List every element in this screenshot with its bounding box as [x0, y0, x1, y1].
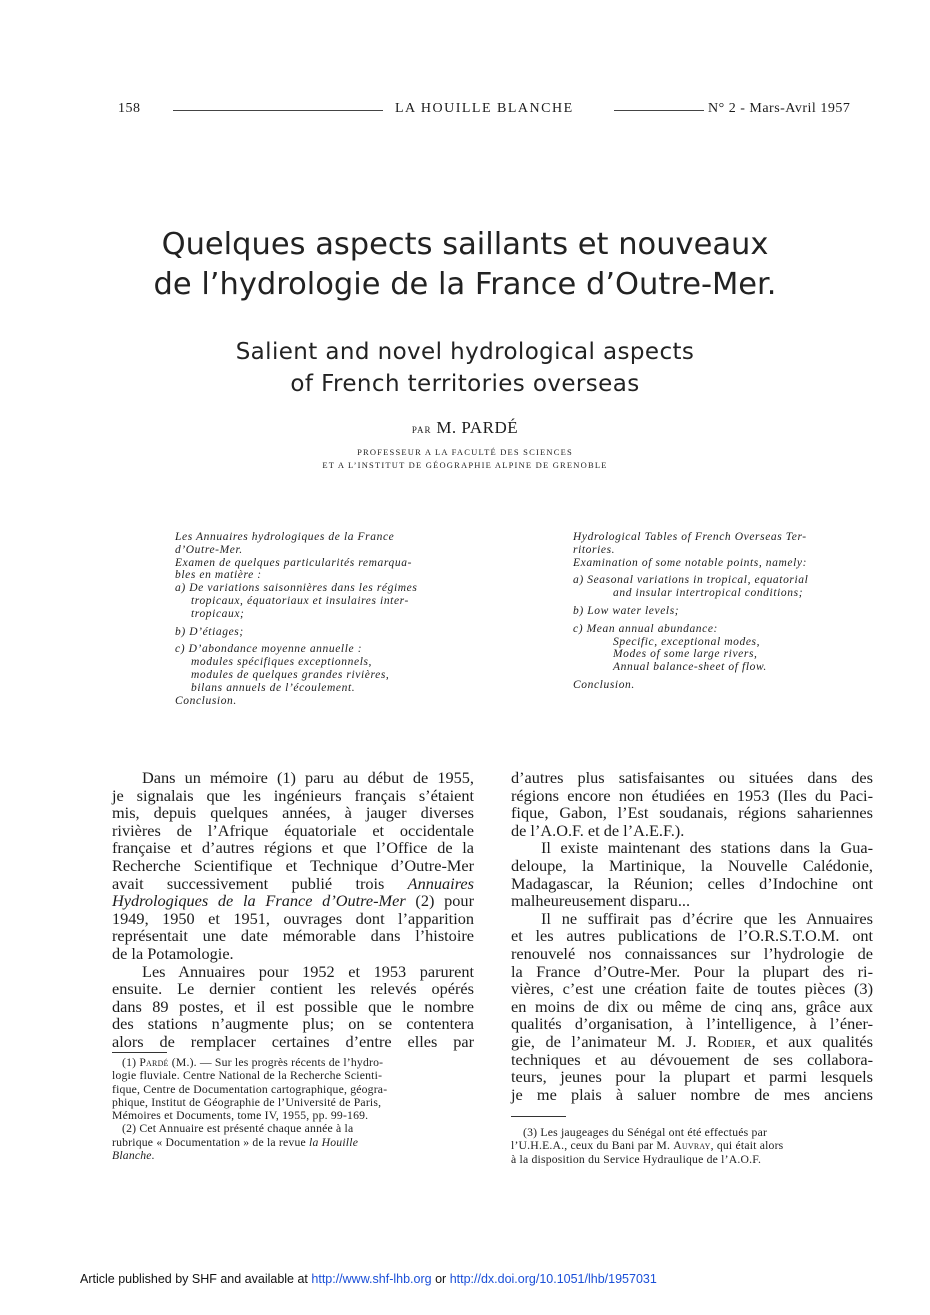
summary-fr-item-a-3: tropicaux;	[191, 607, 245, 620]
summary-fr-intro-4: bles en matière :	[175, 569, 262, 582]
page-number: 158	[118, 101, 141, 116]
body-right-line: la France d’Outre-Mer. Pour la plupart des ri-	[511, 961, 873, 981]
body-left-line: Recherche Scientifique et Technique d’Outre-Mer	[112, 855, 474, 875]
title-english-line-2: of French territories overseas	[290, 371, 640, 397]
body-right-line: je me plais à saluer nombre de mes anciens	[511, 1084, 873, 1104]
body-right-line: Il existe maintenant des stations dans la Gua-	[541, 838, 873, 858]
summary-en-item-c-1: c) Mean annual abundance:	[573, 622, 718, 635]
summary-en-item-b: b) Low water levels;	[573, 604, 680, 617]
header-rule-right	[614, 110, 704, 111]
body-right-line: et les autres publications de l’O.R.S.T.O.M. ont	[511, 926, 873, 946]
body-left-italic: Annuaires	[407, 873, 474, 893]
footnote-1-line: Mémoires et Documents, tome IV, 1955, pp. 99-169.	[112, 1109, 369, 1123]
affiliation	[0, 446, 930, 472]
summary-french	[175, 531, 480, 707]
summary-fr-intro-1: Les Annuaires hydrologiques de la France	[175, 531, 395, 543]
summary-en-conclusion: Conclusion.	[573, 678, 635, 691]
byline	[0, 418, 930, 438]
header-rule-left	[173, 110, 383, 111]
footnote-3-name: Auvray	[673, 1139, 711, 1153]
footnote-3-line: (3) Les jaugeages du Sénégal ont été effectués par	[523, 1126, 768, 1139]
body-left-line: dans 89 postes, et il est possible que le nombre	[112, 996, 474, 1016]
body-column-right	[511, 769, 873, 1103]
body-left-line: française et d’autres régions et que l’Office de la	[112, 838, 474, 858]
footer-text: Article published by SHF and available at	[80, 1272, 308, 1286]
summary-fr-intro-2: d’Outre-Mer.	[175, 543, 243, 556]
summary-fr-item-a-2: tropicaux, équatoriaux et insulaires inter-	[191, 594, 409, 607]
affiliation-line-2: ET A L’INSTITUT DE GÉOGRAPHIE ALPINE DE GRENOBLE	[322, 460, 608, 470]
summary-en-item-c-3: Modes of some large rivers,	[613, 648, 758, 661]
footnote-rule-right	[511, 1116, 566, 1117]
body-right-text: , et aux qualités	[751, 1031, 873, 1051]
footnote-1-line: fique, Centre de Documentation cartographique, géogra-	[112, 1082, 388, 1096]
person-name-rodier: Rodier	[706, 1031, 752, 1051]
footnote-1-line: logie fluviale. Centre National de la Recherche Scienti-	[112, 1069, 383, 1083]
body-right-line	[511, 1033, 873, 1051]
summary-en-intro-2: ritories.	[573, 543, 616, 556]
body-left-line: des stations n’augmente plus; on se contentera	[112, 1014, 474, 1034]
summary-en-item-c-2: Specific, exceptional modes,	[613, 635, 761, 648]
footnote-3-text: , qui était alors	[710, 1139, 784, 1153]
summary-en-item-a-2: and insular intertropical conditions;	[613, 587, 804, 600]
byline-par: par	[411, 421, 432, 436]
footnote-1-line	[112, 1056, 474, 1069]
footnote-rule-left	[112, 1052, 167, 1053]
summary-fr-item-c-2: modules spécifiques exceptionnels,	[191, 656, 373, 669]
body-left-line	[112, 875, 474, 893]
title-english-line-1: Salient and novel hydrological aspects	[235, 339, 695, 365]
footnote-2-text: rubrique « Documentation » de la revue	[112, 1135, 306, 1149]
body-column-left	[112, 769, 474, 1051]
body-right-line: teurs, jeunes pour la plupart et parmi lesquels	[511, 1067, 873, 1087]
footnote-1-text: (M.). — Sur les progrès récents de l’hydro-	[171, 1056, 384, 1069]
body-left-line: rivières de l’Afrique équatoriale et occidentale	[112, 820, 474, 840]
summary-fr-item-c-4: bilans annuels de l’écoulement.	[191, 681, 356, 694]
summary-english	[573, 531, 878, 692]
body-left-line: Dans un mémoire (1) paru au début de 1955,	[142, 768, 474, 787]
summary-fr-intro-3: Examen de quelques particularités remarqua-	[175, 556, 413, 569]
footnotes-left	[112, 1056, 474, 1162]
title-french-line-1: Quelques aspects saillants et nouveaux	[161, 227, 769, 262]
footnote-2-italic-end: Blanche.	[112, 1149, 155, 1163]
body-left-text: avait successivement publié trois	[112, 873, 385, 893]
summary-fr-item-c-3: modules de quelques grandes rivières,	[191, 668, 390, 681]
journal-title: LA HOUILLE BLANCHE	[395, 101, 574, 116]
body-left-line: 1949, 1950 et 1951, ouvrages dont l’apparition	[112, 908, 474, 928]
author-name: M. PARDÉ	[436, 418, 519, 437]
summary-en-intro-3: Examination of some notable points, namely:	[573, 556, 808, 569]
body-left-line: alors de remplacer certaines d’entre elles par	[112, 1031, 474, 1051]
summary-fr-item-b: b) D’étiages;	[175, 625, 244, 638]
body-left-italic: Hydrologiques de la France d’Outre-Mer	[112, 891, 406, 911]
body-right-line: techniques et au dévouement de ses collabora-	[511, 1049, 873, 1069]
footnote-2-line	[112, 1149, 474, 1162]
body-left-line	[112, 892, 474, 910]
footnote-1-number: (1)	[122, 1056, 137, 1069]
footnote-3-text: l’U.H.E.A., ceux du Bani par M.	[511, 1139, 671, 1153]
footer-or: or	[435, 1272, 447, 1286]
footnote-2-line	[112, 1136, 474, 1149]
footnote-2-line: (2) Cet Annuaire est présenté chaque année à la	[122, 1122, 354, 1136]
footnote-3-line	[511, 1139, 876, 1152]
footnote-2-italic: la Houille	[309, 1135, 359, 1149]
body-left-line: je signalais que les ingénieurs français s’étaient	[112, 785, 474, 805]
title-english	[0, 336, 930, 400]
title-french	[0, 225, 930, 305]
body-left-line: représentait une date mémorable dans l’histoire	[112, 926, 474, 946]
body-left-line: mis, depuis quelques années, à jauger diverses	[112, 803, 474, 823]
affiliation-line-1: PROFESSEUR A LA FACULTÉ DES SCIENCES	[357, 447, 573, 457]
body-right-line: en moins de dix ou même de cinq ans, grâce aux	[511, 996, 873, 1016]
body-right-line: d’autres plus satisfaisantes ou situées dans des	[511, 768, 873, 787]
shf-link[interactable]: http://www.shf-lhb.org	[311, 1272, 432, 1286]
body-left-line: Les Annuaires pour 1952 et 1953 parurent	[142, 961, 474, 981]
footnote-right	[511, 1126, 876, 1166]
summary-fr-item-c-1: c) D’abondance moyenne annuelle :	[175, 643, 363, 656]
issue-info: N° 2 - Mars-Avril 1957	[708, 101, 851, 116]
body-right-line: qualités d’organisation, à l’intelligence, à l’éner-	[511, 1014, 873, 1034]
body-right-line: malheureusement disparu...	[511, 891, 691, 911]
doi-link[interactable]: http://dx.doi.org/10.1051/lhb/1957031	[449, 1272, 657, 1286]
title-french-line-2: de l’hydrologie de la France d’Outre-Mer.	[153, 267, 777, 302]
publisher-footer	[80, 1272, 657, 1286]
footnote-3-line: à la disposition du Service Hydraulique de l’A.O.F.	[511, 1152, 762, 1166]
body-right-line: vières, c’est une création faite de toutes pièces (3)	[511, 979, 873, 999]
summary-en-item-c-4: Annual balance-sheet of flow.	[613, 661, 767, 674]
body-left-line: ensuite. Le dernier contient les relevés opérés	[112, 979, 474, 999]
body-right-line: de l’A.O.F. et de l’A.E.F.).	[511, 820, 685, 840]
footnote-1-author: Pardé	[139, 1056, 169, 1069]
body-right-text: gie, de l’animateur M. J.	[511, 1031, 697, 1051]
summary-en-item-a-1: a) Seasonal variations in tropical, equatorial	[573, 574, 809, 587]
body-right-line: fique, Gabon, l’Est soudanais, régions sahariennes	[511, 803, 873, 823]
summary-fr-conclusion: Conclusion.	[175, 694, 237, 707]
body-right-line: régions encore non étudiées en 1953 (Iles du Paci-	[511, 785, 873, 805]
body-right-line: Il ne suffirait pas d’écrire que les Annuaires	[541, 908, 873, 928]
body-right-line: renouvelé nos connaissances sur l’hydrologie de	[511, 943, 873, 963]
summary-en-intro-1: Hydrological Tables of French Overseas Ter-	[573, 531, 807, 543]
body-left-text: (2) pour	[415, 891, 474, 911]
body-right-line: Madagascar, la Réunion; celles d’Indochine ont	[511, 873, 873, 893]
body-right-line: deloupe, la Martinique, la Nouvelle Calédonie,	[511, 855, 873, 875]
body-left-line: de la Potamologie.	[112, 943, 234, 963]
summary-fr-item-a-1: a) De variations saisonnières dans les régimes	[175, 582, 418, 595]
footnote-1-line: phique, Institut de Géographie de l’Université de Paris,	[112, 1095, 382, 1109]
